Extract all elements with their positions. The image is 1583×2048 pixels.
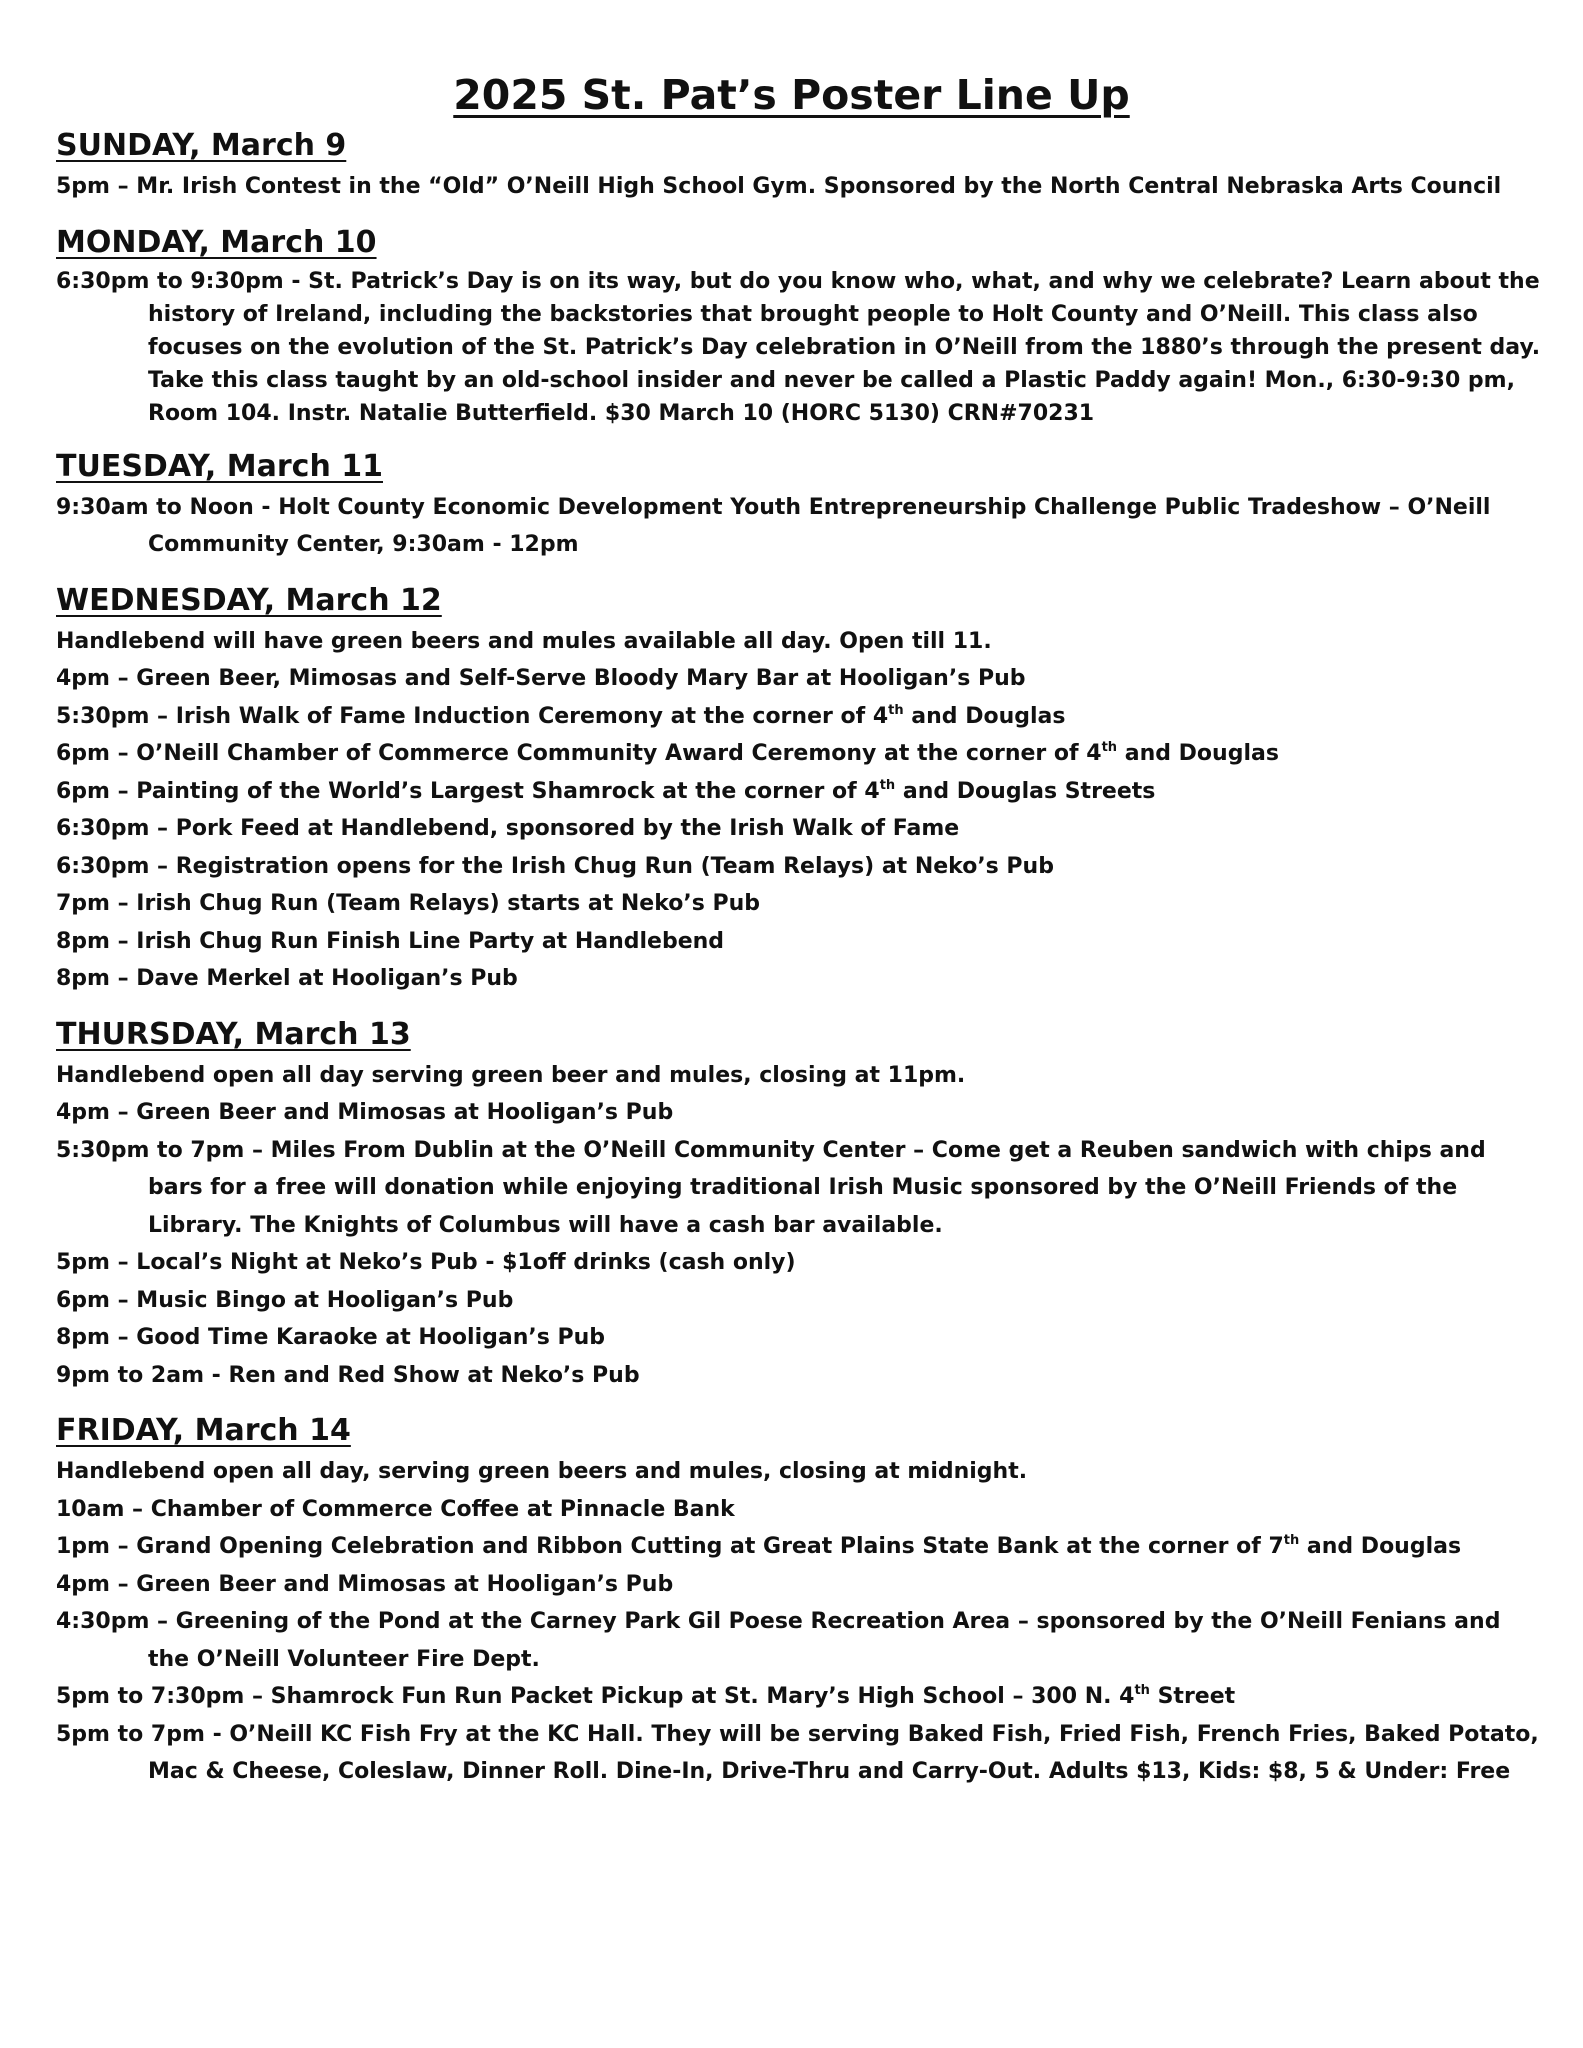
event-item [56, 489, 1546, 564]
ordinal-suffix: th [1101, 740, 1118, 755]
event-item [56, 735, 1546, 773]
event-item [56, 1453, 1546, 1491]
event-text: 7pm – Irish Chug Run (Team Relays) starts at Neko’s Pub [56, 891, 761, 916]
event-text: 10am – Chamber of Commerce Coffee at Pinnacle Bank [56, 1496, 735, 1522]
event-item [56, 623, 1546, 661]
ordinal-suffix: th [888, 702, 904, 718]
event-text: 8pm – Irish Chug Run Finish Line Party at Handlebend [56, 928, 725, 954]
event-item [56, 168, 1546, 206]
event-item [56, 848, 1546, 886]
event-item [56, 1357, 1546, 1395]
event-text: 6pm – Painting of the World’s Largest Shamrock at the corner of 4 [56, 778, 880, 804]
day-heading: TUESDAY, March 11 [56, 448, 383, 484]
event-item [56, 1057, 1546, 1095]
schedule [56, 126, 1546, 1808]
day-heading: THURSDAY, March 13 [56, 1016, 411, 1052]
event-text: and Douglas Streets [895, 778, 1156, 804]
event-item [56, 1716, 1546, 1791]
event-text: 5pm – Mr. Irish Contest in the “Old” O’Neill High School Gym. Sponsored by the North Central Nebraska Arts Council [56, 174, 1502, 199]
day-section [56, 1015, 1546, 1395]
event-item [56, 1566, 1546, 1604]
event-item [56, 923, 1546, 961]
event-item [56, 1282, 1546, 1320]
event-item [56, 1603, 1546, 1678]
event-item [56, 1319, 1546, 1357]
day-heading: FRIDAY, March 14 [56, 1413, 351, 1448]
ordinal-suffix: th [879, 777, 896, 793]
event-item [56, 885, 1546, 923]
event-text: 9:30am to Noon - Holt County Economic Development Youth Entrepreneurship Challenge Public Tradeshow – O’Neill Community Center, 9:30am - 12pm [56, 494, 1491, 557]
event-text: 4pm – Green Beer and Mimosas at Hooligan’s Pub [56, 1100, 674, 1125]
ordinal-suffix: th [1134, 1683, 1150, 1698]
day-heading: MONDAY, March 10 [56, 224, 377, 260]
day-heading: WEDNESDAY, March 12 [56, 582, 442, 618]
event-text: Handlebend open all day serving green beer and mules, closing at 11pm. [56, 1062, 966, 1088]
day-section [56, 126, 1546, 206]
event-text: 9pm to 2am - Ren and Red Show at Neko’s Pub [56, 1362, 640, 1388]
ordinal-suffix: th [1283, 1533, 1300, 1548]
day-section [56, 447, 1546, 564]
event-item [56, 265, 1546, 430]
event-text: Handlebend open all day, serving green beers and mules, closing at midnight. [56, 1459, 1028, 1484]
event-item [56, 660, 1546, 698]
event-text: 5pm to 7:30pm – Shamrock Fun Run Packet Pickup at St. Mary’s High School – 300 N. 4 [56, 1684, 1135, 1709]
event-text: Street [1149, 1684, 1236, 1709]
event-text: 6pm – O’Neill Chamber of Commerce Community Award Ceremony at the corner of 4 [56, 741, 1102, 766]
day-section [56, 223, 1546, 430]
event-text: and Douglas [903, 703, 1066, 729]
event-text: 6pm – Music Bingo at Hooligan’s Pub [56, 1287, 514, 1313]
event-item [56, 960, 1546, 998]
event-text: 4:30pm – Greening of the Pond at the Carney Park Gil Poese Recreation Area – sponsored by the O’Neill Fenians and the O’Neill Volunteer Fire Dept. [56, 1609, 1501, 1672]
event-item [56, 1132, 1546, 1245]
event-text: 1pm – Grand Opening Celebration and Ribbon Cutting at Great Plains State Bank at the corner of 7 [56, 1534, 1284, 1559]
event-item [56, 1491, 1546, 1529]
event-item [56, 1244, 1546, 1282]
event-item [56, 1528, 1546, 1566]
event-text: 5:30pm to 7pm – Miles From Dublin at the O’Neill Community Center – Come get a Reuben sandwich with chips and bars for a free will donation while enjoying traditional Irish Music sponsored by the O’Neill Friends of the Library. The Knights of Columbus will have a cash bar available. [56, 1137, 1486, 1238]
event-text: 4pm – Green Beer and Mimosas at Hooligan’s Pub [56, 1571, 674, 1597]
event-text: 5pm to 7pm - O’Neill KC Fish Fry at the KC Hall. They will be serving Baked Fish, Fried Fish, French Fries, Baked Potato, Mac & Cheese, Coleslaw, Dinner Roll. Dine-In, Drive-Thru and Carry-Out. Adults $13, Kids: $8, 5 & Under: Free [56, 1721, 1539, 1784]
event-text: Handlebend will have green beers and mules available all day. Open till 11. [56, 628, 992, 654]
day-section [56, 581, 1546, 998]
event-item [56, 810, 1546, 848]
event-text: 6:30pm – Registration opens for the Irish Chug Run (Team Relays) at Neko’s Pub [56, 853, 1054, 879]
event-item [56, 698, 1546, 736]
page-title: 2025 St. Pat’s Poster Line Up [453, 71, 1130, 120]
event-text: and Douglas [1299, 1534, 1462, 1559]
event-item [56, 773, 1546, 811]
event-text: 6:30pm to 9:30pm - St. Patrick’s Day is on its way, but do you know who, what, and why we celebrate? Learn about the history of Ireland, including the backstories that brought people to Holt County and O’Neill. This class also focuses on the evolution of the St. Patrick’s Day celebration in O’Neill from the 1880’s through the present day. Take this class taught by an old-school insider and never be called a Plastic Paddy again! Mon., 6:30-9:30 pm, Room 104. Instr. Natalie Butterfield. $30 March 10 (HORC 5130) CRN#70231 [56, 268, 1541, 426]
event-text: 8pm – Good Time Karaoke at Hooligan’s Pub [56, 1325, 606, 1350]
event-text: 8pm – Dave Merkel at Hooligan’s Pub [56, 966, 518, 991]
day-heading: SUNDAY, March 9 [56, 128, 347, 163]
event-text: 5pm – Local’s Night at Neko’s Pub - $1off drinks (cash only) [56, 1250, 796, 1275]
event-item [56, 1678, 1546, 1716]
event-text: 6:30pm – Pork Feed at Handlebend, sponsored by the Irish Walk of Fame [56, 816, 960, 841]
event-item [56, 1094, 1546, 1132]
day-section [56, 1411, 1546, 1791]
event-text: 5:30pm – Irish Walk of Fame Induction Ceremony at the corner of 4 [56, 703, 889, 729]
event-text: and Douglas [1117, 741, 1279, 766]
event-text: 4pm – Green Beer, Mimosas and Self-Serve Bloody Mary Bar at Hooligan’s Pub [56, 666, 1026, 691]
